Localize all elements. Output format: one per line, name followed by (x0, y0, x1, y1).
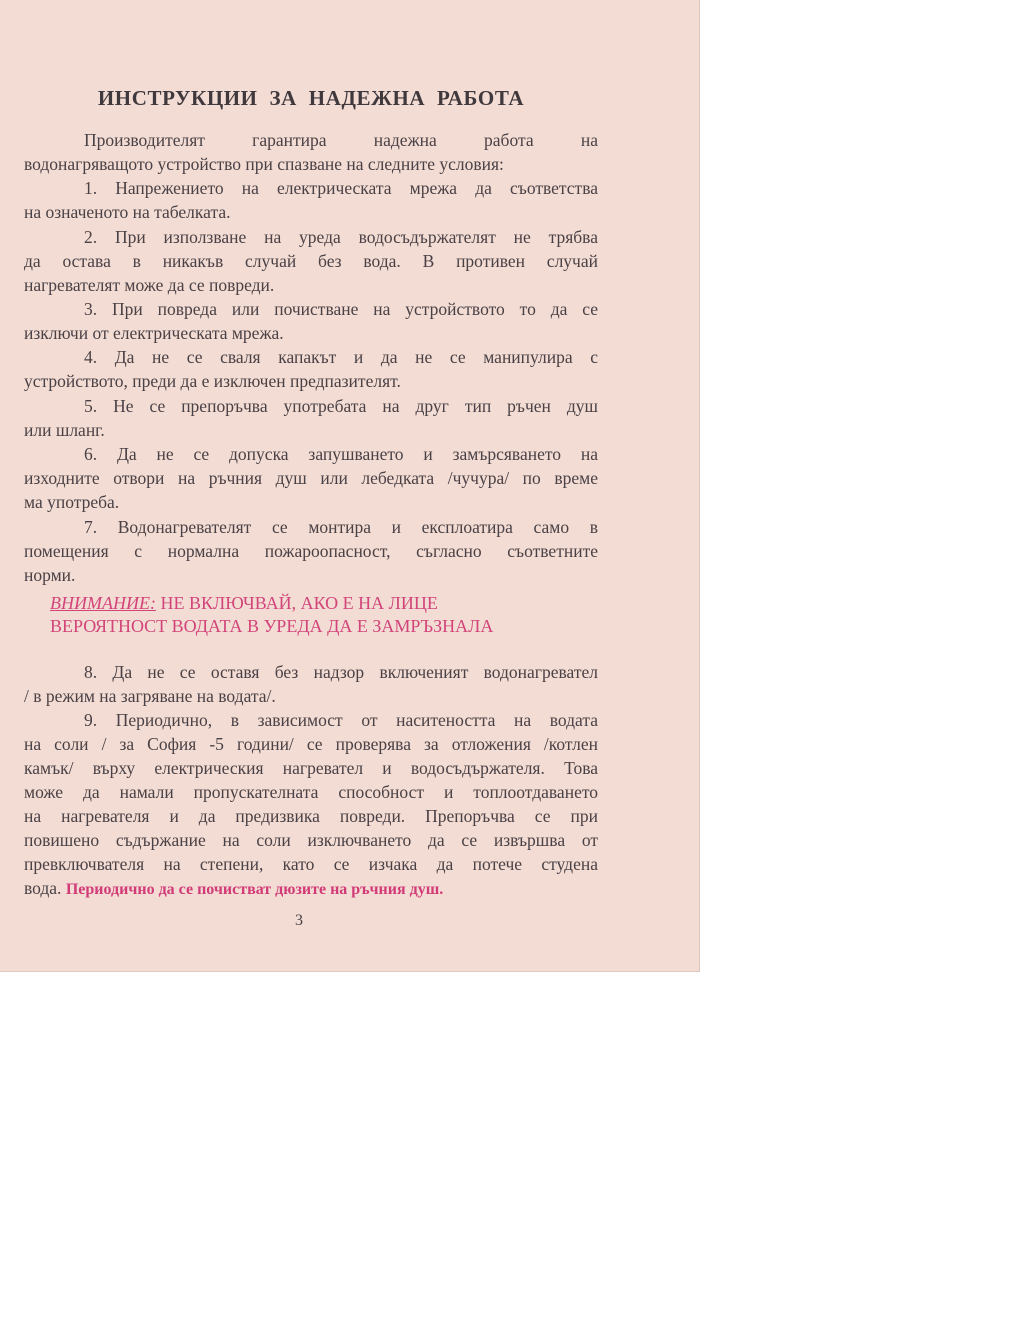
item-6-line-3: ма употреба. (24, 492, 120, 512)
item-9-line-6: повишено съдържание на соли изключването да се извършва от (24, 830, 598, 850)
item-3-line-2: изключи от електрическата мрежа. (24, 323, 284, 343)
intro-paragraph (24, 128, 598, 176)
item-2-line-2: да остава в никакъв случай без вода. В противен случай (24, 251, 598, 271)
warning-notice (50, 592, 610, 638)
item-6-line-2: изходните отвори на ръчния душ или лебедката /чучура/ по време (24, 468, 598, 488)
item-5-line-2: или шланг. (24, 420, 105, 440)
list-item-7 (24, 515, 598, 587)
list-item-9 (24, 708, 598, 902)
item-8-line-2: / в режим на загряване на водата/. (24, 686, 276, 706)
item-5-line-1: 5. Не се препоръчва употребата на друг тип ръчен душ (84, 396, 598, 416)
warning-text-1: НЕ ВКЛЮЧВАЙ, АКО Е НА ЛИЦЕ (160, 593, 438, 613)
item-8-line-1: 8. Да не се оставя без надзор включеният водонагревател (84, 662, 598, 682)
intro-line-1: Производителят гарантира надежна работа на (84, 130, 598, 150)
item-9-line-7: превключвателя на степени, като се изчака да потече студена (24, 854, 598, 874)
warning-label: ВНИМАНИЕ: (50, 593, 156, 613)
item-1-line-1: 1. Напрежението на електрическата мрежа да съответства (84, 178, 598, 198)
item-2-line-1: 2. При използване на уреда водосъдържателят не трябва (84, 227, 598, 247)
page-number: 3 (295, 912, 303, 929)
item-9-line-4: може да намали пропускателната способност и топлоотдаването (24, 782, 598, 802)
list-item-5 (24, 394, 598, 442)
list-item-3 (24, 297, 598, 345)
item-4-line-2: устройството, преди да е изключен предпазителят. (24, 371, 401, 391)
list-item-4 (24, 345, 598, 393)
item-9-line-5: на нагревателя и да предизвика повреди. Препоръчва се при (24, 806, 598, 826)
item-7-line-3: норми. (24, 565, 76, 585)
item-9-line-2: на соли / за София -5 години/ се проверява за отложения /котлен (24, 734, 598, 754)
warning-line-1 (50, 592, 610, 615)
item-2-line-3: нагревателят може да се повреди. (24, 275, 275, 295)
item-4-line-1: 4. Да не се сваля капакът и да не се манипулира с (84, 347, 598, 367)
item-1-line-2: на означеното на табелката. (24, 202, 231, 222)
list-item-8 (24, 660, 598, 708)
item-7-line-1: 7. Водонагревателят се монтира и експлоатира само в (84, 517, 598, 537)
item-6-line-1: 6. Да не се допуска запушването и замърсяването на (84, 444, 598, 464)
page-title: ИНСТРУКЦИИ ЗА НАДЕЖНА РАБОТА (97, 86, 525, 110)
intro-line-2: водонагряващото устройство при спазване на следните условия: (24, 154, 504, 174)
item-9-line-8 (24, 876, 598, 902)
item-9-line-8-text: вода. (24, 878, 62, 898)
item-9-line-3: камък/ върху електрическия нагревател и водосъдържателя. Това (24, 758, 598, 778)
item-9-line-1: 9. Периодично, в зависимост от наситеността на водата (84, 710, 598, 730)
item-7-line-2: помещения с нормална пожароопасност, съгласно съответните (24, 541, 598, 561)
list-item-2 (24, 225, 598, 297)
list-item-6 (24, 442, 598, 514)
nozzle-cleaning-highlight: Периодично да се почистват дюзите на ръчния душ. (65, 881, 444, 898)
list-item-1 (24, 176, 598, 224)
warning-text-2: ВЕРОЯТНОСТ ВОДАТА В УРЕДА ДА Е ЗАМРЪЗНАЛА (50, 616, 494, 636)
item-3-line-1: 3. При повреда или почистване на устройството то да се (84, 299, 598, 319)
